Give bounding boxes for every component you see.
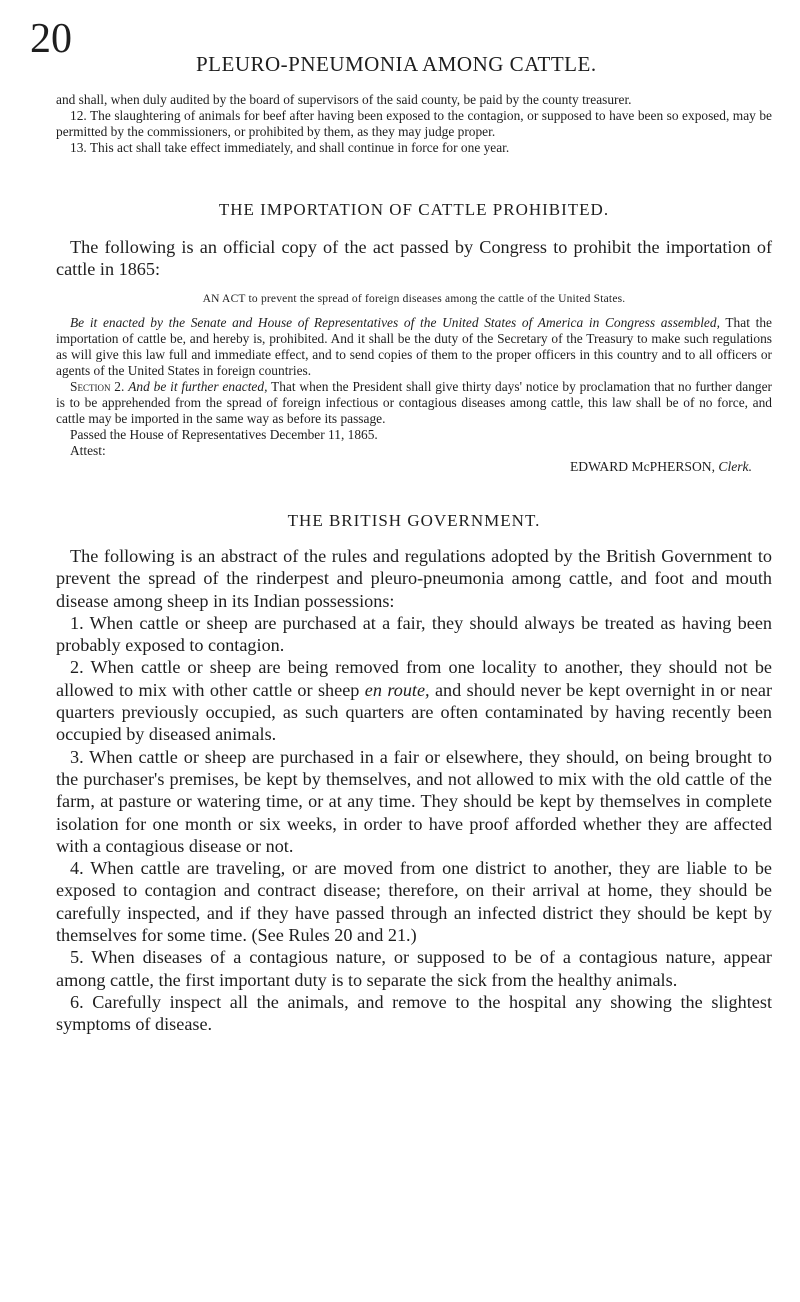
rule-2-text-a: 2. When cattle or sheep are being removed from one locality to another, they should not be allowed to mix with other cattle or sheep	[56, 657, 772, 700]
rule-1: 1. When cattle or sheep are purchased at a fair, they should always be treated as having been probably exposed to contagion.	[56, 612, 772, 656]
page-body	[56, 92, 772, 1036]
section-2-text: That when the President shall give thirty days' notice by proclamation that no further danger is to be apprehended from the spread of foreign infectious or contagious diseases among cattle, this law shall be of no force, and cattle may be imported in the same way as before its passage.	[56, 379, 772, 426]
section-12: 12. The slaughtering of animals for beef after having been exposed to the contagion, or supposed to have been so exposed, may be permitted by the commissioners, or prohibited by them, as they may judge proper.	[56, 108, 772, 139]
paragraph-continuation: and shall, when duly audited by the board of supervisors of the said county, be paid by the county treasurer.	[56, 92, 632, 107]
section-2-italic: And be it further enacted,	[128, 379, 268, 394]
importation-heading: THE IMPORTATION OF CATTLE PROHIBITED.	[218, 200, 610, 219]
running-title: PLEURO-PNEUMONIA AMONG CATTLE.	[196, 52, 597, 76]
act-title: AN ACT to prevent the spread of foreign diseases among the cattle of the United States.	[202, 293, 626, 305]
british-heading: THE BRITISH GOVERNMENT.	[287, 511, 541, 530]
signature	[56, 459, 772, 475]
importation-intro: The following is an official copy of the act passed by Congress to prohibit the importation of cattle in 1865:	[56, 237, 772, 279]
enacting-text: That the importation of cattle be, and hereby is, prohibited. And it shall be the duty of the Secretary of the Treasury to make such regulations as will give this law full and immediate effect, and to send copies of them to the proper officers in this country and to all officers or agents of the United States in foreign countries.	[56, 315, 772, 378]
rule-5: 5. When diseases of a contagious nature, or supposed to be of a contagious nature, appear among cattle, the first important duty is to separate the sick from the healthy animals.	[56, 947, 772, 990]
running-head	[30, 18, 760, 78]
enacting-italic: Be it enacted by the Senate and House of Representatives of the United States of America in Congress assembled,	[70, 315, 720, 330]
rule-2	[56, 656, 772, 745]
section-2	[56, 379, 772, 427]
rule-6: 6. Carefully inspect all the animals, and remove to the hospital any showing the slightest symptoms of disease.	[56, 991, 772, 1035]
british-intro: The following is an abstract of the rules and regulations adopted by the British Government to prevent the spread of the rinderpest and pleuro-pneumonia among cattle, and foot and mouth disease among sheep in its Indian possessions:	[56, 546, 772, 611]
rule-3: 3. When cattle or sheep are purchased in a fair or elsewhere, they should, on being brought to the purchaser's premises, be kept by themselves, and not allowed to mix with the old cattle of the farm, at pasture or watering time, or at any time. They should be kept by themselves in complete isolation for one month or six weeks, in order to have proof afforded whether they are affected with a contagious disease or not.	[56, 746, 772, 856]
signature-name: EDWARD McPHERSON,	[569, 459, 715, 474]
section-13: 13. This act shall take effect immediately, and shall continue in force for one year.	[70, 140, 510, 155]
rule-2-italic: en route,	[364, 679, 430, 700]
rule-4: 4. When cattle are traveling, or are moved from one district to another, they are liable to be exposed to contagion and contract disease; therefore, on their arrival at home, they should be carefully inspected, and if they have passed through an infected district they should be kept by themselves for some time. (See Rules 20 and 21.)	[56, 858, 772, 946]
rule-2-text-b: and should never be kept overnight in or near quarters previously occupied, as such quarters are often contaminated by having recently been occupied by diseased animals.	[56, 679, 773, 745]
passed-note: Passed the House of Representatives December 11, 1865.	[70, 427, 378, 442]
signature-title: Clerk.	[718, 459, 752, 474]
page-number: 20	[30, 16, 72, 62]
attest-label: Attest:	[70, 443, 106, 458]
enacting-clause	[56, 315, 772, 379]
section-2-label: Section 2.	[70, 379, 125, 394]
